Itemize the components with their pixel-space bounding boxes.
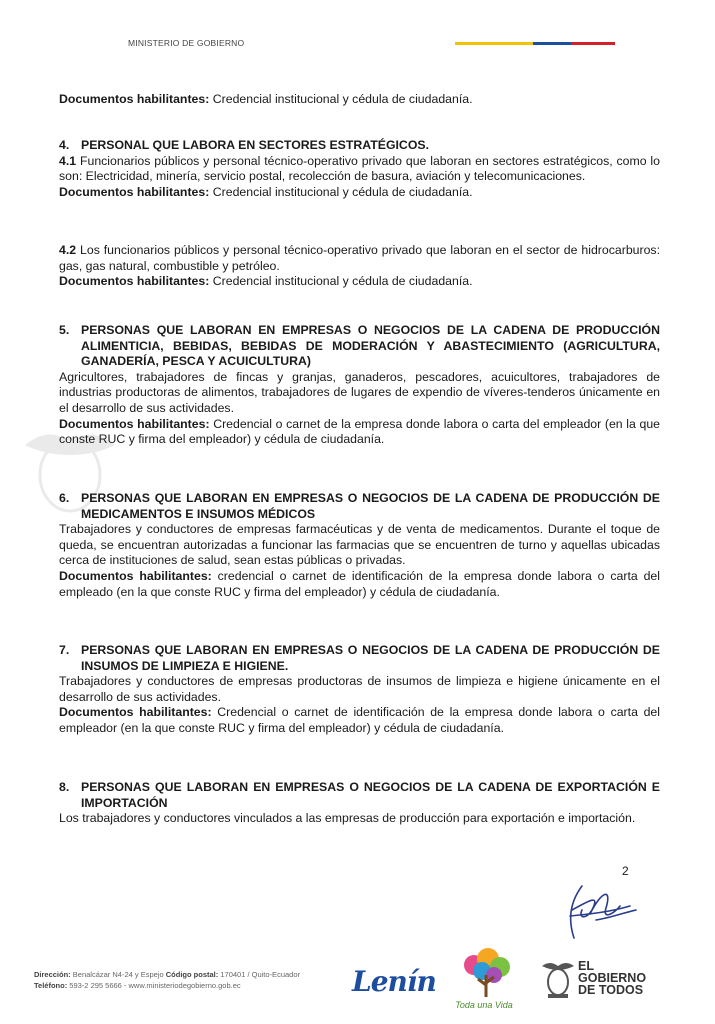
flag-bar-red: [571, 42, 615, 45]
toda-una-vida-logo: Toda una Vida: [455, 1000, 513, 1010]
section-4: [59, 138, 660, 200]
section-heading: [59, 323, 660, 370]
paragraph: Agricultores, trabajadores de fincas y granjas, ganaderos, pescadores, acuicultores, trabajadores de industrias productoras de alimentos, trabajadores de lugares de expendio de víveres-tenderos únicamente en el desarrollo de sus actividades.: [59, 369, 660, 415]
ministry-header: MINISTERIO DE GOBIERNO: [128, 38, 245, 48]
doc-label: Documentos habilitantes:: [59, 568, 212, 583]
intro-docs: [59, 92, 660, 108]
section-heading: [59, 643, 660, 674]
section-heading: [59, 780, 660, 811]
section-4-2: [59, 243, 660, 290]
coat-of-arms-icon: [540, 958, 576, 1000]
section-title: PERSONAS QUE LABORAN EN EMPRESAS O NEGOCIOS DE LA CADENA DE PRODUCCIÓN DE MEDICAMENTOS E INSUMOS MÉDICOS: [81, 491, 660, 521]
paragraph: Trabajadores y conductores de empresas productoras de insumos de limpieza e higiene únicamente en el desarrollo de sus actividades.: [59, 674, 660, 704]
doc-label: Documentos habilitantes:: [59, 92, 210, 106]
section-title: PERSONAL QUE LABORA EN SECTORES ESTRATÉGICOS.: [81, 138, 429, 152]
section-number: 6.: [59, 491, 70, 505]
logo-text: GOBIERNO: [578, 971, 647, 985]
page-number: 2: [622, 864, 629, 878]
paragraph: Trabajadores y conductores de empresas farmacéuticas y de venta de medicamentos. Durante el toque de queda, se encuentran autorizadas a funcionar las farmacias que se encuentren de turno y aquellas ubicadas cerca de instituciones de salud, sean estas públicas o privadas.: [59, 522, 660, 568]
section-heading: [59, 138, 660, 154]
section-title: PERSONAS QUE LABORAN EN EMPRESAS O NEGOCIOS DE LA CADENA DE PRODUCCIÓN ALIMENTICIA, BEBIDAS, BEBIDAS DE MODERACIÓN Y ABASTECIMIENTO (AGRICULTURA, GANADERÍA, PESCA Y ACUICULTURA): [81, 323, 660, 369]
tree-logo-icon: [456, 947, 516, 999]
section-number: 8.: [59, 780, 70, 794]
section-8: [59, 780, 660, 827]
phone-web: 593-2 295 5666 - www.ministeriodegobierno.gob.ec: [69, 981, 241, 990]
doc-label: Documentos habilitantes:: [59, 416, 210, 431]
section-5: [59, 323, 660, 448]
postal-label: Código postal:: [165, 970, 219, 979]
doc-text: Credencial institucional y cédula de ciudadanía.: [212, 92, 473, 106]
doc-label: Documentos habilitantes:: [59, 274, 210, 289]
doc-text: Credencial institucional y cédula de ciudadanía.: [212, 184, 473, 199]
section-number: 5.: [59, 323, 70, 337]
doc-text: Credencial o carnet de identificación de la empresa donde labora o carta del empleador (en la que conste RUC y firma del empleador) y cédula de ciudadanía.: [59, 705, 660, 735]
flag-bar-yellow: [455, 42, 533, 45]
gobierno-de-todos-logo: [578, 960, 646, 996]
section-7: [59, 643, 660, 737]
doc-text: credencial o carnet de identificación de la empresa donde labora o carta del empleado (en la que conste RUC y firma del empleador) y cédula de ciudadanía.: [59, 568, 660, 599]
paragraph: Los trabajadores y conductores vinculados a las empresas de producción para exportación e importación.: [59, 811, 636, 826]
section-number: 4.: [59, 138, 70, 152]
doc-label: Documentos habilitantes:: [59, 184, 210, 199]
paragraph: Los funcionarios públicos y personal técnico-operativo privado que laboran en el sector de hidrocarburos: gas, gas natural, combustible y petróleo.: [59, 243, 660, 273]
section-6: [59, 491, 660, 600]
address-label: Dirección:: [34, 970, 71, 979]
subsection-number: 4.1: [59, 153, 77, 168]
postal-code: 170401 / Quito-Ecuador: [220, 970, 300, 979]
handwritten-signature-icon: [560, 880, 640, 942]
section-title: PERSONAS QUE LABORAN EN EMPRESAS O NEGOCIOS DE LA CADENA DE PRODUCCIÓN DE INSUMOS DE LIMPIEZA E HIGIENE.: [81, 643, 660, 673]
phone-label: Teléfono:: [34, 981, 68, 990]
doc-text: Credencial institucional y cédula de ciudadanía.: [212, 274, 473, 289]
logo-text: EL: [578, 959, 594, 973]
doc-text: Credencial o carnet de la empresa donde labora o carta del empleador (en la que conste RUC y firma del empleador) y cédula de ciudadanía.: [59, 416, 660, 447]
address: Benalcázar N4-24 y Espejo: [72, 970, 164, 979]
subsection-number: 4.2: [59, 243, 77, 257]
logo-text: DE TODOS: [578, 983, 644, 997]
section-heading: [59, 491, 660, 522]
footer-contact: [34, 969, 300, 991]
doc-label: Documentos habilitantes:: [59, 705, 212, 720]
section-number: 7.: [59, 643, 70, 657]
section-title: PERSONAS QUE LABORAN EN EMPRESAS O NEGOCIOS DE LA CADENA DE EXPORTACIÓN E IMPORTACIÓN: [81, 780, 660, 810]
paragraph: Funcionarios públicos y personal técnico-operativo privado que laboran en sectores estratégicos, como lo son: Electricidad, minería, servicio postal, recolección de basura, aviación y telecomunicaciones.: [59, 153, 661, 184]
flag-bar-blue: [533, 42, 571, 45]
lenin-logo: Lenín: [352, 965, 436, 998]
